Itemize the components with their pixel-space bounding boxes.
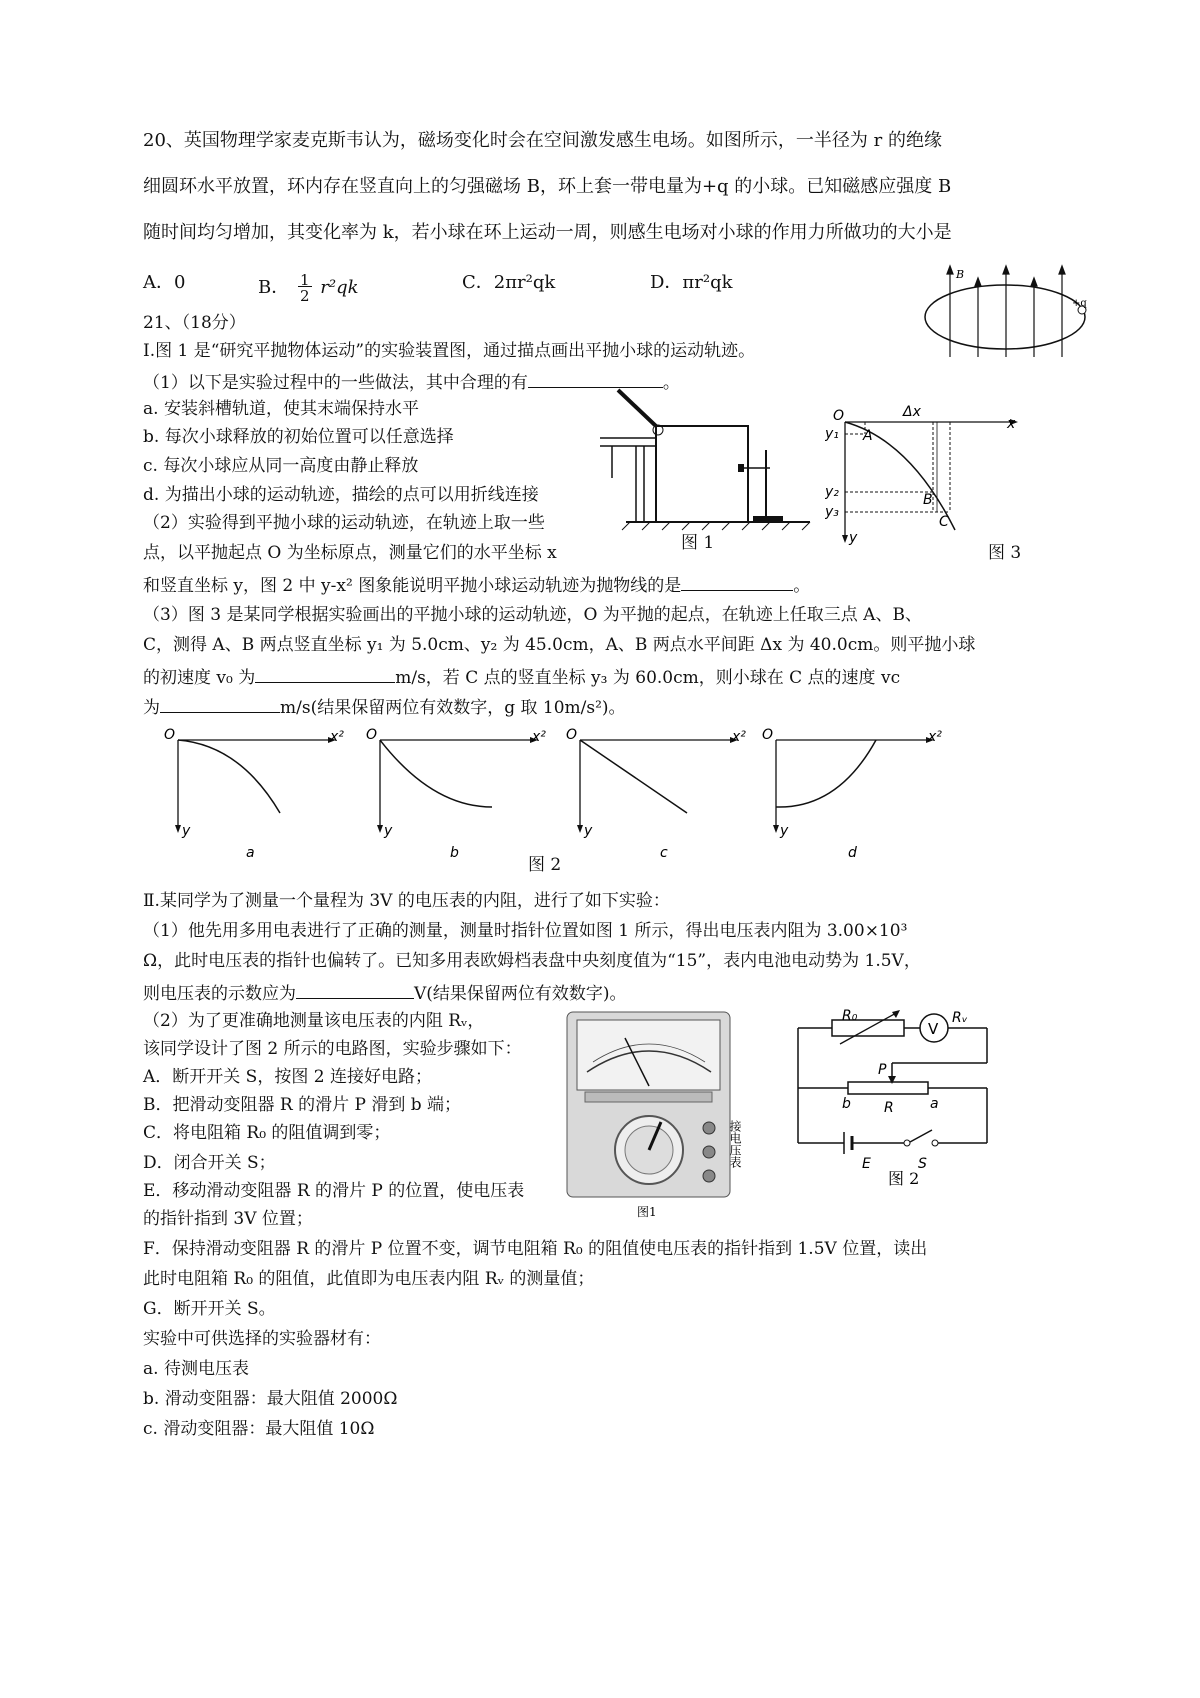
q21-s2-line-2: 点，以平抛起点 O 为坐标原点，测量它们的水平坐标 x (143, 543, 557, 563)
fig3-label-c: C (939, 514, 949, 530)
q20-fraction-half: 1 2 (299, 271, 310, 305)
graph-b-caption: b (450, 845, 459, 861)
circuit-label-b: b (842, 1096, 851, 1112)
circuit-label-r: R (884, 1100, 894, 1116)
q21-s3-line-2: C，测得 A、B 两点竖直坐标 y₁ 为 5.0cm、y₂ 为 45.0cm，A、B 两点水平间距 Δx 为 40.0cm。则平抛小球 (143, 635, 976, 655)
ring-label-b: B (956, 268, 965, 281)
circuit-label-v: V (928, 1020, 939, 1038)
fig1-caption: 图 1 (681, 533, 715, 553)
q21-step-c: C．将电阻箱 R₀ 的阻值调到零； (143, 1123, 391, 1143)
q21-opt-c: c. 每次小球应从同一高度由静止释放 (143, 456, 419, 476)
fig3-caption: 图 3 (988, 543, 1022, 563)
q21-s2-line-3 (143, 572, 810, 597)
q21-p1-line-3-b: V(结果保留两位有效数字)。 (414, 984, 627, 1004)
q21-s3-line-3-b: m/s，若 C 点的竖直坐标 y₃ 为 60.0cm，则小球在 C 点的速度 vc (395, 668, 901, 688)
graph-b (362, 725, 562, 865)
q21-part1-intro: I.图 1 是“研究平抛物体运动”的实验装置图，通过描点画出平抛小球的运动轨迹。 (143, 341, 756, 361)
circuit-label-e: E (862, 1156, 871, 1172)
q21-equip-a: a. 待测电压表 (143, 1359, 249, 1379)
graph-b-label-o: O (366, 727, 378, 743)
circuit-label-r0: R₀ (842, 1008, 858, 1024)
q20-option-a: A．0 (143, 272, 186, 293)
circuit-label-p: P (878, 1062, 887, 1078)
q21-step-b: B．把滑动变阻器 R 的滑片 P 滑到 b 端； (143, 1095, 462, 1115)
q20-option-c: C．2πr²qk (462, 272, 556, 293)
q20-option-b-prefix: B． (258, 277, 290, 298)
q21-opt-a: a. 安装斜槽轨道，使其末端保持水平 (143, 399, 419, 419)
q21-header: 21、（18分） (143, 313, 246, 333)
q20-option-b-expr: r²qk (320, 277, 359, 298)
fig3-label-y3: y₃ (825, 504, 839, 520)
q20-line-1: 20、英国物理学家麦克斯韦认为，磁场变化时会在空间激发感生电场。如图所示，一半径为 r 的绝缘 (143, 130, 942, 151)
q21-p2-line-1: （2）为了更准确地测量该电压表的内阻 Rᵥ， (143, 1011, 485, 1031)
q21-s3-line-4-b: m/s(结果保留两位有效数字，g 取 10m/s²)。 (280, 698, 626, 718)
q20-option-d: D．πr²qk (650, 272, 733, 293)
fig3-label-b: B (923, 492, 933, 508)
q21-step-f-line-1: F．保持滑动变阻器 R 的滑片 P 位置不变，调节电阻箱 R₀ 的阻值使电压表的指针指到 1.5V 位置，读出 (143, 1239, 928, 1259)
q21-s1-text: （1）以下是实验过程中的一些做法，其中合理的有 (143, 373, 528, 393)
fig3-label-x: x (1007, 416, 1016, 432)
q21-s3-line-3-a: 的初速度 v₀ 为 (143, 668, 256, 688)
fig3-label-o: O (833, 408, 845, 424)
fig3-label-y2: y₂ (825, 484, 839, 500)
graph-b-label-x2: x² (532, 729, 546, 745)
q21-s2-line-1: （2）实验得到平抛小球的运动轨迹，在轨迹上取一些 (143, 513, 545, 533)
q21-step-g: G．断开开关 S。 (143, 1299, 276, 1319)
q21-step-f-line-2: 此时电阻箱 R₀ 的阻值，此值即为电压表内阻 Rᵥ 的测量值； (143, 1269, 595, 1289)
graph-c (562, 725, 762, 865)
q21-step-a: A．断开开关 S，按图 2 连接好电路； (143, 1067, 432, 1087)
q20-option-b (258, 272, 359, 304)
graph-d-label-x2: x² (928, 729, 942, 745)
q21-p1-line-3 (143, 980, 627, 1005)
q21-p1-line-2: Ω，此时电压表的指针也偏转了。已知多用表欧姆档表盘中央刻度值为“15”，表内电池电动势为 1.5V， (143, 951, 921, 971)
multimeter-side-label: 接电压表 (728, 1120, 742, 1168)
multimeter-caption: 图1 (637, 1205, 657, 1219)
q21-equip-intro: 实验中可供选择的实验器材有： (143, 1329, 381, 1349)
q21-step-e-line-1: E．移动滑动变阻器 R 的滑片 P 的位置，使电压表 (143, 1181, 525, 1201)
q21-s3-line-3 (143, 664, 900, 689)
graph-d (758, 725, 958, 865)
graph-b-label-y: y (384, 823, 393, 839)
q21-s2-blank (681, 572, 793, 591)
q21-p1-line-3-a: 则电压表的示数应为 (143, 984, 296, 1004)
graph-a-label-x2: x² (330, 729, 344, 745)
circuit-figure-2 (792, 1008, 1002, 1198)
q21-p1-blank (296, 980, 414, 999)
fig3-label-y: y (849, 530, 858, 546)
q21-s3-line-4-a: 为 (143, 698, 160, 718)
circuit-label-a: a (930, 1096, 939, 1112)
graph-a-label-o: O (164, 727, 176, 743)
graph-a-label-y: y (182, 823, 191, 839)
graph-d-caption: d (848, 845, 857, 861)
graph-a (160, 725, 360, 865)
ring-magnetic-field-figure (920, 262, 1090, 362)
q20-line-2: 细圆环水平放置，环内存在竖直向上的匀强磁场 B，环上套一带电量为+q 的小球。已知磁感应强度 B (143, 176, 952, 197)
q21-s3-line-4 (143, 694, 626, 719)
fig3-label-y1: y₁ (825, 426, 839, 442)
q20-line-3: 随时间均匀增加，其变化率为 k，若小球在环上运动一周，则感生电场对小球的作用力所做功的大小是 (143, 222, 952, 243)
trajectory-figure-3 (825, 400, 1025, 560)
q21-s2-end: 。 (793, 576, 811, 596)
q21-s3-line-1: （3）图 3 是某同学根据实验画出的平抛小球的运动轨迹，O 为平抛的起点，在轨迹上任取三点 A、B、 (143, 605, 922, 625)
q21-p2-line-2: 该同学设计了图 2 所示的电路图，实验步骤如下： (143, 1039, 522, 1059)
graph-a-caption: a (246, 845, 255, 861)
fig2-caption: 图 2 (528, 855, 562, 875)
graph-c-label-y: y (584, 823, 593, 839)
q21-step-e-line-2: 的指针指到 3V 位置； (143, 1209, 313, 1229)
q21-opt-d: d. 为描出小球的运动轨迹，描绘的点可以用折线连接 (143, 485, 539, 505)
graph-d-label-y: y (780, 823, 789, 839)
q21-s2-line-3-text: 和竖直坐标 y，图 2 中 y-x² 图象能说明平抛小球运动轨迹为抛物线的是 (143, 576, 682, 596)
q21-step-d: D．闭合开关 S； (143, 1153, 276, 1173)
q21-s1-blank (528, 369, 663, 388)
fig3-label-dx: Δx (903, 404, 921, 420)
fig3-label-a: A (863, 428, 873, 444)
multimeter-figure-1 (565, 1010, 780, 1225)
q21-equip-c: c. 滑动变阻器：最大阻值 10Ω (143, 1419, 375, 1439)
q21-s1-end: 。 (662, 373, 680, 393)
graph-c-label-x2: x² (732, 729, 746, 745)
circuit-caption: 图 2 (888, 1169, 920, 1188)
q21-equip-b: b. 滑动变阻器：最大阻值 2000Ω (143, 1389, 398, 1409)
circuit-label-rv: Rᵥ (952, 1010, 968, 1026)
q21-p1-line-1: （1）他先用多用电表进行了正确的测量，测量时指针位置如图 1 所示，得出电压表内阻为 3.00×10³ (143, 921, 908, 941)
q21-part2-intro: Ⅱ.某同学为了测量一个量程为 3V 的电压表的内阻，进行了如下实验： (143, 891, 670, 911)
circuit-label-s: S (918, 1156, 927, 1172)
q21-s3-blank-v0 (255, 664, 395, 683)
graph-c-label-o: O (566, 727, 578, 743)
graph-c-caption: c (660, 845, 668, 861)
graph-d-label-o: O (762, 727, 774, 743)
ring-label-q: +q (1072, 298, 1087, 309)
q21-opt-b: b. 每次小球释放的初始位置可以任意选择 (143, 427, 454, 447)
q21-s3-blank-vc (160, 694, 280, 713)
